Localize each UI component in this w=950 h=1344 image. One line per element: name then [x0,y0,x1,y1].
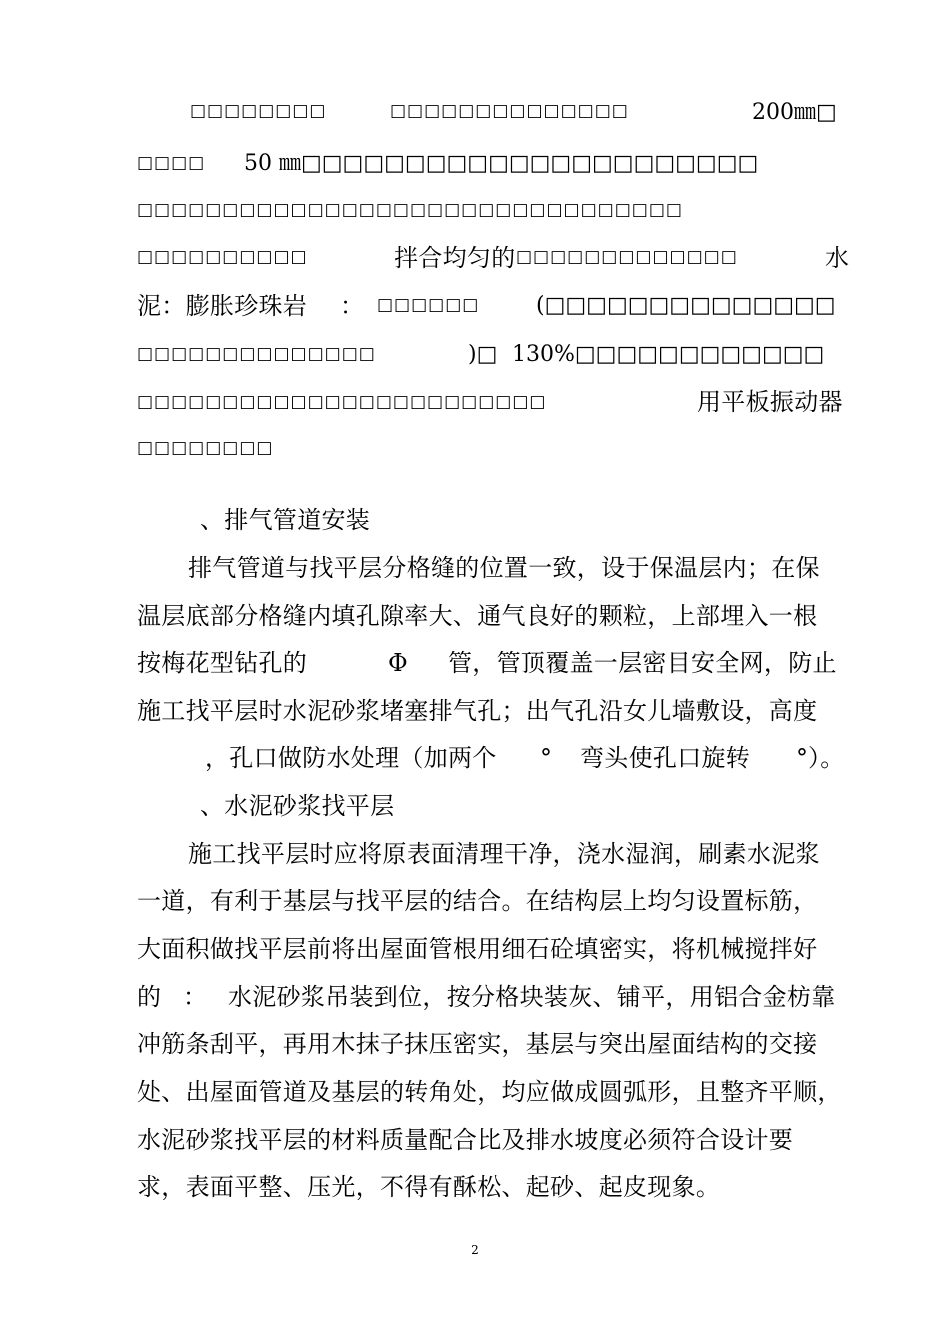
text-line: 大面积做找平层前将出屋面管根用细石砼填密实，将机械搅拌好 [137,935,818,963]
text-line: ： [183,983,208,1011]
text-line: 冲筋条刮平，再用木抹子抹压密实，基层与突出屋面结构的交接 [137,1030,818,1058]
text-line: □□□□□□□□□□□□□□ [137,344,376,364]
text-line: Φ [388,649,408,677]
text-line: 水 [825,244,850,272]
text-line: 施工找平层时水泥砂浆堵塞排气孔；出气孔沿女儿墙敷设，高度 [137,697,818,725]
text-line: □□□□□□□□□□□□□ [516,247,738,267]
text-line: 管，管顶覆盖一层密目安全网，防止 [448,649,837,677]
text-line: 泥：膨胀珍珠岩 [137,292,308,320]
text-line: ° [796,744,809,772]
text-line: □□□□□□□□ [190,101,327,121]
text-line: 求，表面平整、压光，不得有酥松、起砂、起皮现象。 [137,1173,721,1201]
text-line: 拌合均匀的 [394,244,516,272]
text-line: 130%□□□□□□□□□□□□ [512,342,825,367]
text-line: □□□□ [137,153,206,173]
section-heading: 、水泥砂浆找平层 [200,792,395,820]
text-line: 一道，有利于基层与找平层的结合。在结构层上均匀设置标筋， [137,887,818,915]
text-line: □□□□□□ [377,295,480,315]
text-line: 处、出屋面管道及基层的转角处，均应做成圆弧形，且整齐平顺， [137,1078,842,1106]
text-line: 200㎜□ [752,100,837,125]
text-line: 50 ㎜□□□□□□□□□□□□□□□□□□□□□□ [244,151,759,176]
text-line: □□□□□□□□ [137,438,274,458]
text-line: ° [540,744,553,772]
section-heading: 、排气管道安装 [200,506,371,534]
text-line: 按梅花型钻孔的 [137,649,308,677]
text-line: ，孔口做防水处理（加两个 [205,744,497,772]
text-line: )□ [468,342,498,367]
text-line: 水泥砂浆吊装到位，按分格块装灰、铺平，用铝合金枋靠 [228,983,836,1011]
text-line: □□□□□□□□□□□□□□ [390,101,629,121]
text-line: ： [340,292,365,320]
text-line: (□□□□□□□□□□□□□□ [536,293,836,318]
text-line: □□□□□□□□□□□□□□□□□□□□□□□□ [137,392,547,412]
text-line: 温层底部分格缝内填孔隙率大、通气良好的颗粒，上部埋入一根 [137,602,818,630]
text-line: 水泥砂浆找平层的材料质量配合比及排水坡度必须符合设计要 [137,1126,794,1154]
text-line: □□□□□□□□□□□□□□□□□□□□□□□□□□□□□□□□ [137,200,683,220]
text-line: 用平板振动器 [697,388,843,416]
text-line: 排气管道与找平层分格缝的位置一致，设于保温层内；在保 [188,554,820,582]
text-line: 施工找平层时应将原表面清理干净，浇水湿润，刷素水泥浆 [188,840,820,868]
text-line: ）。 [808,744,845,772]
text-line: □□□□□□□□□□ [137,247,308,267]
text-line: 的 [137,983,162,1011]
page-number: 2 [471,1243,479,1257]
text-line: 弯头使孔口旋转 [580,744,751,772]
